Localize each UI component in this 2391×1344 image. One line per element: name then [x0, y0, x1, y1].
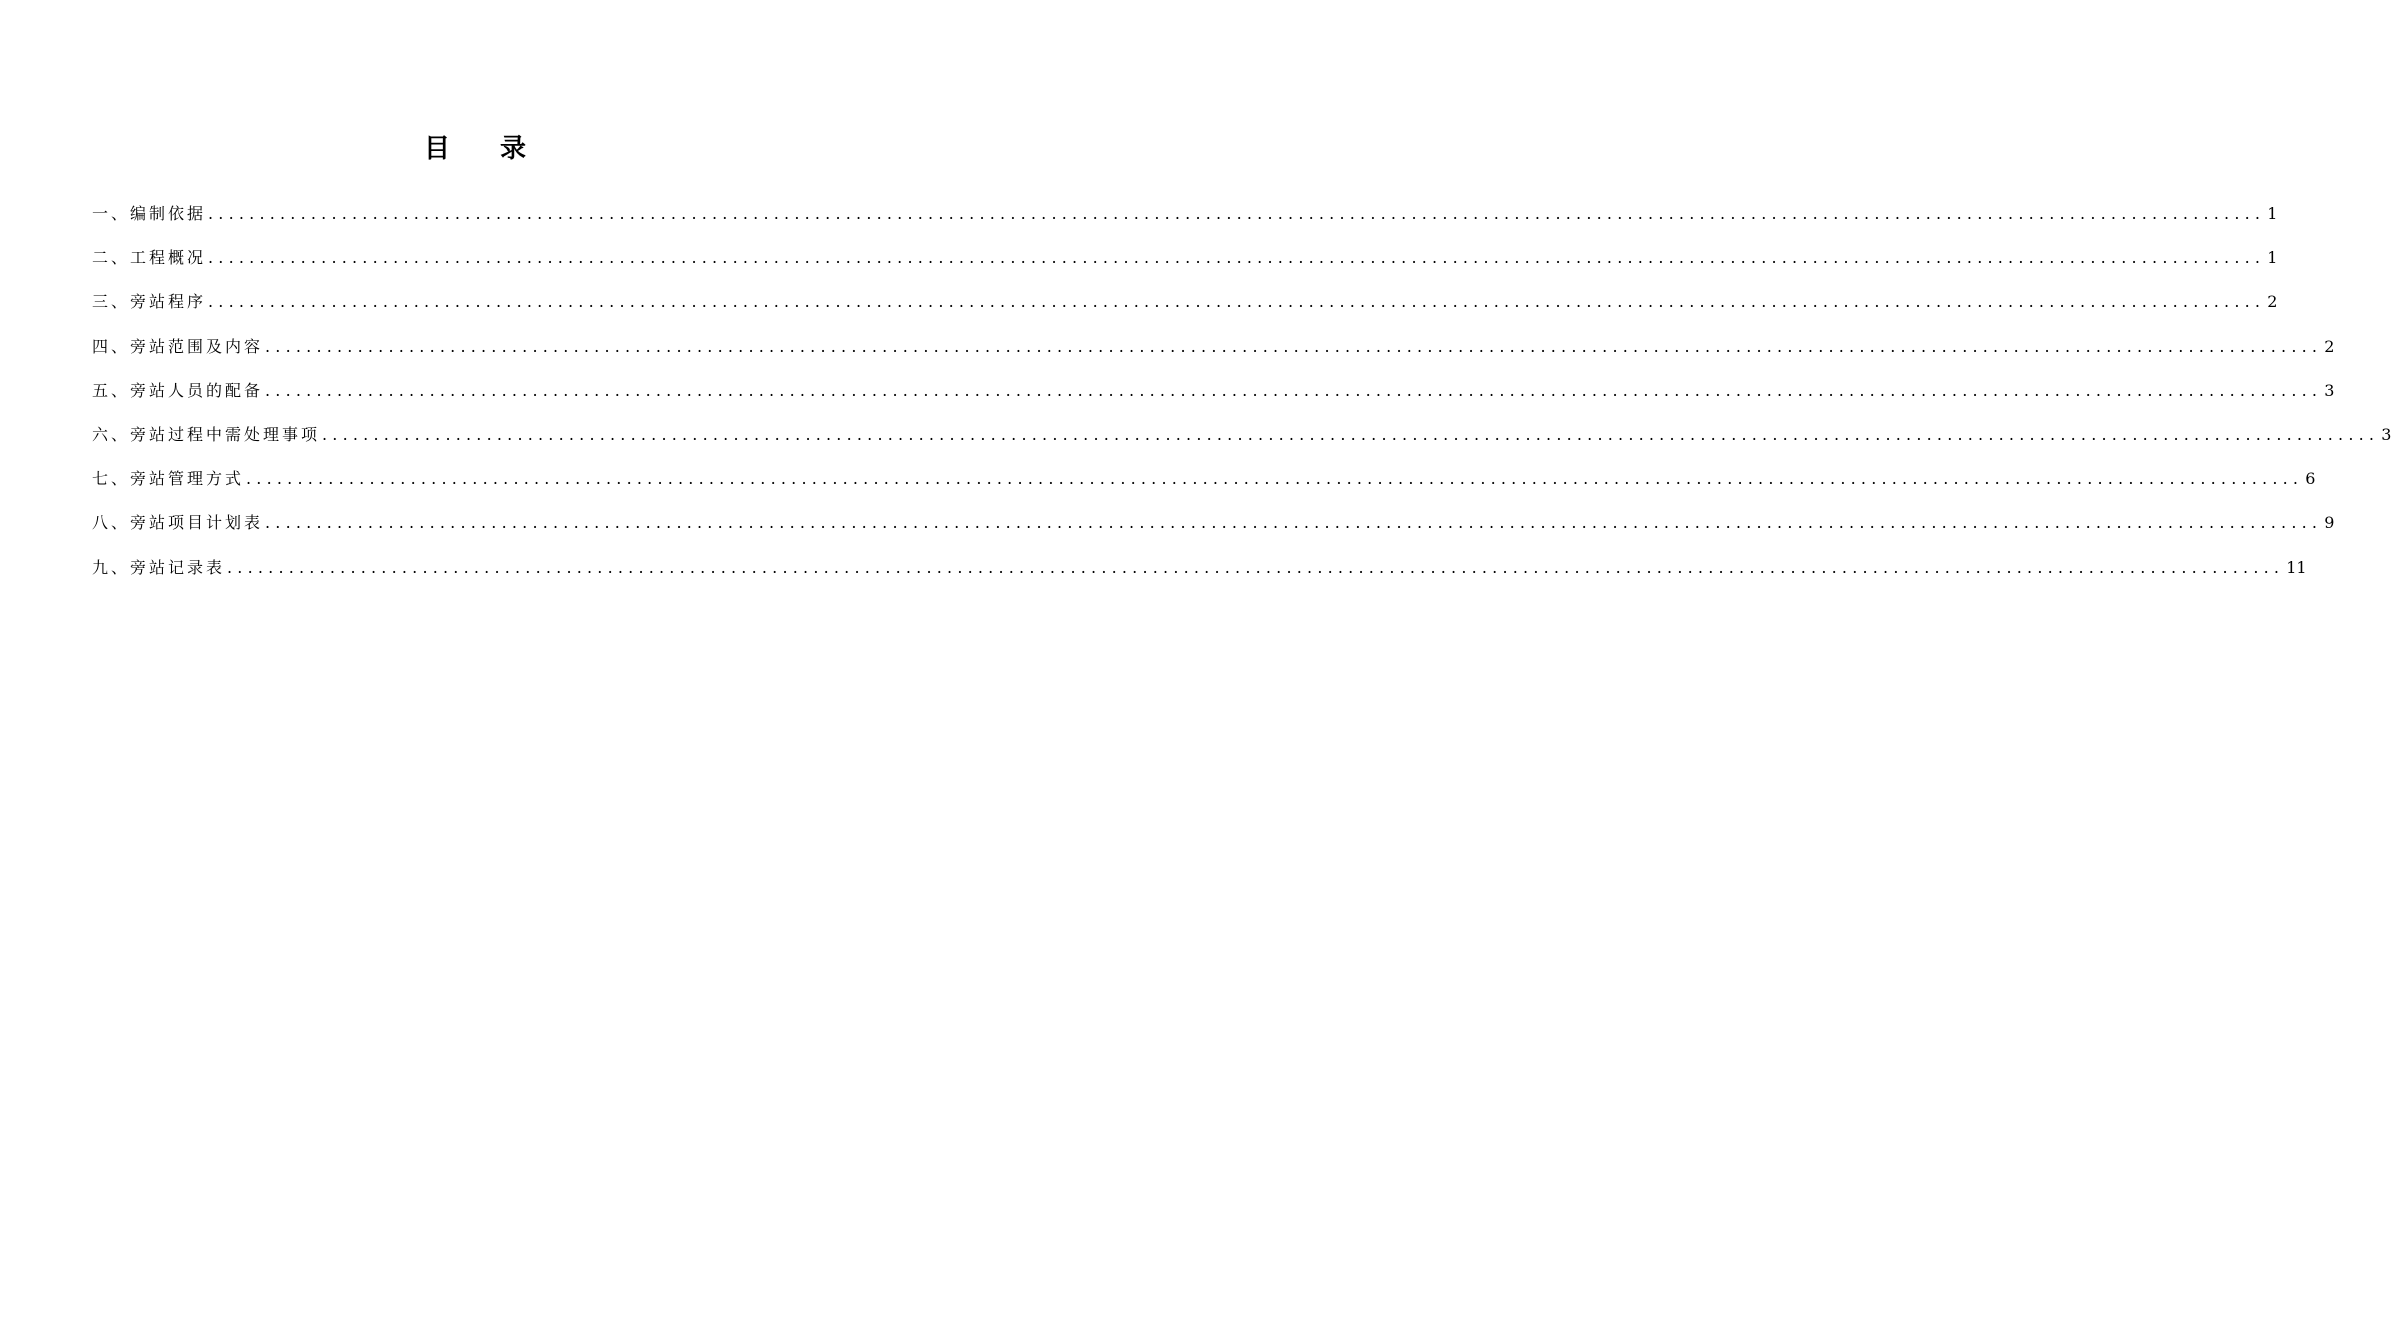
toc-entry-label: 一、编制依据: [92, 204, 207, 223]
toc-title-char-1: 目: [423, 134, 450, 164]
toc-entry[interactable]: [92, 554, 2307, 598]
toc-entry-label: 六、旁站过程中需处理事项: [92, 424, 321, 444]
toc-entry[interactable]: [92, 509, 2335, 553]
toc-list: [92, 200, 2391, 598]
toc-entry-page: 2: [2324, 336, 2335, 356]
toc-entry-label: 九、旁站记录表: [92, 557, 226, 577]
toc-title-char-2: 录: [500, 134, 527, 164]
toc-entry-label: 三、旁站程序: [92, 292, 207, 312]
toc-entry[interactable]: [92, 200, 2278, 244]
toc-entry[interactable]: [92, 244, 2278, 288]
toc-entry-page: 1: [2267, 204, 2278, 223]
toc-entry-label: 四、旁站范围及内容: [92, 336, 264, 356]
toc-leader-dots: ........................................................................................................................................................................................................: [208, 248, 2266, 268]
toc-leader-dots: ........................................................................................................................................................................................................: [265, 380, 2323, 400]
toc-entry[interactable]: [92, 288, 2278, 332]
toc-entry[interactable]: [92, 421, 2391, 465]
toc-leader-dots: ........................................................................................................................................................................................................: [265, 513, 2323, 533]
toc-entry-label: 二、工程概况: [92, 248, 207, 268]
toc-leader-dots: ........................................................................................................................................................................................................: [208, 204, 2266, 223]
toc-entry[interactable]: [92, 465, 2316, 509]
toc-entry[interactable]: [92, 377, 2335, 421]
toc-entry-page: 6: [2305, 469, 2316, 489]
toc-entry-page: 2: [2267, 292, 2278, 312]
toc-entry-label: 八、旁站项目计划表: [92, 513, 264, 533]
toc-entry-page: 9: [2324, 513, 2335, 533]
toc-entry-label: 五、旁站人员的配备: [92, 380, 264, 400]
toc-leader-dots: ........................................................................................................................................................................................................: [265, 336, 2323, 356]
toc-leader-dots: ........................................................................................................................................................................................................: [246, 469, 2304, 489]
toc-entry-label: 七、旁站管理方式: [92, 469, 245, 489]
toc-leader-dots: ........................................................................................................................................................................................................: [227, 557, 2285, 577]
toc-entry-page: 3: [2324, 380, 2335, 400]
toc-leader-dots: ........................................................................................................................................................................................................: [208, 292, 2266, 312]
toc-entry-page: 3: [2381, 424, 2391, 444]
toc-entry[interactable]: [92, 333, 2335, 377]
toc-entry-page: 1: [2267, 248, 2278, 268]
toc-leader-dots: ........................................................................................................................................................................................................: [322, 424, 2380, 444]
toc-title: [0, 128, 950, 165]
toc-entry-page: 11: [2286, 557, 2307, 577]
